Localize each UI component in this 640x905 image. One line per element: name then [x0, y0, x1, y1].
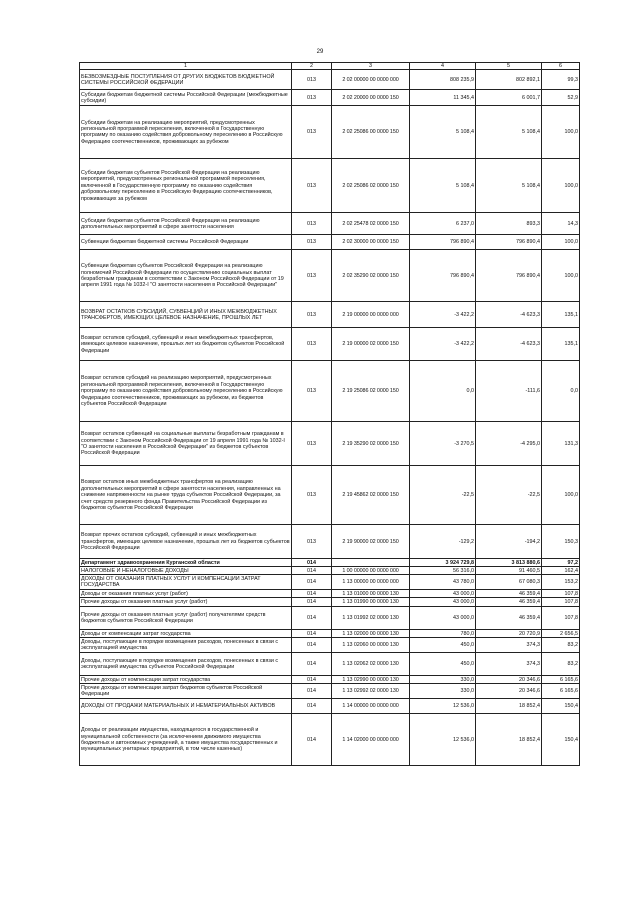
row-actual: 5 108,4: [476, 106, 542, 159]
row-description: Департамент здравоохранения Курганской области: [80, 559, 292, 567]
row-admin-code: 014: [292, 676, 332, 684]
row-actual: 374,3: [476, 653, 542, 676]
row-planned: 0,0: [410, 361, 476, 422]
table-row: [80, 106, 580, 159]
row-budget-code: 1 13 01992 02 0000 130: [332, 607, 410, 630]
row-planned: 3 924 729,8: [410, 559, 476, 567]
table-row: [80, 575, 580, 590]
table-row: [80, 90, 580, 106]
row-description: Возврат остатков субсидий на реализацию мероприятий, предусмотренных региональной программой переселения, включенной в Государственную программу по оказанию содействия добровольному переселению в Российскую Федерацию соотечественников, проживающих за рубежом, из бюджетов субъектов Российской Федерации: [80, 361, 292, 422]
row-budget-code: 1 14 02000 00 0000 000: [332, 714, 410, 766]
row-percent: 2 656,5: [542, 630, 580, 638]
row-actual: -194,2: [476, 525, 542, 559]
row-planned: 12 536,0: [410, 699, 476, 714]
row-description: Доходы от оказания платных услуг (работ): [80, 590, 292, 598]
row-percent: 97,2: [542, 559, 580, 567]
row-budget-code: 2 02 35290 02 0000 150: [332, 250, 410, 302]
row-description: Субсидии бюджетам бюджетной системы Российской Федерации (межбюджетные субсидии): [80, 90, 292, 106]
row-planned: 808 235,9: [410, 70, 476, 90]
column-header: 6: [542, 63, 580, 70]
revenue-table: [79, 62, 580, 766]
row-planned: 56 316,0: [410, 567, 476, 575]
table-row: [80, 653, 580, 676]
row-actual: 3 813 880,6: [476, 559, 542, 567]
row-planned: 5 108,4: [410, 159, 476, 213]
row-admin-code: 014: [292, 653, 332, 676]
row-planned: 450,0: [410, 653, 476, 676]
row-description: Прочие доходы от оказания платных услуг (работ): [80, 598, 292, 607]
row-actual: 18 852,4: [476, 699, 542, 714]
row-budget-code: 2 19 00000 00 0000 000: [332, 302, 410, 328]
row-planned: -129,2: [410, 525, 476, 559]
row-budget-code: 2 19 00000 02 0000 150: [332, 328, 410, 361]
row-admin-code: 013: [292, 250, 332, 302]
table-row: [80, 714, 580, 766]
column-header: 2: [292, 63, 332, 70]
row-planned: 796 890,4: [410, 250, 476, 302]
row-percent: 100,0: [542, 159, 580, 213]
table-row: [80, 302, 580, 328]
row-percent: 6 165,6: [542, 676, 580, 684]
row-description: Субсидии бюджетам субъектов Российской Федерации на реализацию мероприятий, предусмотренных региональной программой переселения, включенной в Государственную программу по оказанию содействия добровольному переселению в Российскую Федерацию соотечественников, проживающих за рубежом: [80, 159, 292, 213]
row-actual: 796 890,4: [476, 235, 542, 250]
row-admin-code: 013: [292, 70, 332, 90]
row-actual: 46 359,4: [476, 607, 542, 630]
row-admin-code: 014: [292, 575, 332, 590]
row-budget-code: 2 19 35290 02 0000 150: [332, 422, 410, 466]
row-budget-code: 1 13 02990 00 0000 130: [332, 676, 410, 684]
row-description: Субвенции бюджетам бюджетной системы Российской Федерации: [80, 235, 292, 250]
table-row: [80, 525, 580, 559]
row-actual: 893,3: [476, 213, 542, 235]
row-admin-code: 014: [292, 714, 332, 766]
table-row: [80, 422, 580, 466]
row-budget-code: 2 19 90000 02 0000 150: [332, 525, 410, 559]
row-admin-code: 014: [292, 559, 332, 567]
table-row: [80, 328, 580, 361]
row-budget-code: 1 00 00000 00 0000 000: [332, 567, 410, 575]
column-header: 5: [476, 63, 542, 70]
row-admin-code: 014: [292, 699, 332, 714]
table-row: [80, 684, 580, 699]
column-header: 1: [80, 63, 292, 70]
table-row: [80, 676, 580, 684]
row-description: ДОХОДЫ ОТ ПРОДАЖИ МАТЕРИАЛЬНЫХ И НЕМАТЕРИАЛЬНЫХ АКТИВОВ: [80, 699, 292, 714]
row-actual: 796 890,4: [476, 250, 542, 302]
row-admin-code: 014: [292, 607, 332, 630]
row-admin-code: 013: [292, 525, 332, 559]
row-description: Доходы от реализации имущества, находящегося в государственной и муниципальной собственности (за исключением движимого имущества бюджетных и автономных учреждений, а также имущества государственных и муниципальных унитарных предприятий, в том числе казенных): [80, 714, 292, 766]
row-percent: 150,3: [542, 525, 580, 559]
table-row: [80, 630, 580, 638]
row-percent: 0,0: [542, 361, 580, 422]
row-budget-code: 2 19 45862 02 0000 150: [332, 466, 410, 525]
row-actual: -4 623,3: [476, 302, 542, 328]
row-actual: -22,5: [476, 466, 542, 525]
row-actual: 20 346,6: [476, 684, 542, 699]
row-percent: 107,8: [542, 590, 580, 598]
row-percent: 100,0: [542, 106, 580, 159]
row-budget-code: 2 02 25478 02 0000 150: [332, 213, 410, 235]
row-budget-code: 1 13 02060 00 0000 130: [332, 638, 410, 653]
row-description: Доходы, поступающие в порядке возмещения расходов, понесенных в связи с эксплуатацией имущества: [80, 638, 292, 653]
row-budget-code: 2 02 00000 00 0000 000: [332, 70, 410, 90]
row-description: Доходы от компенсации затрат государства: [80, 630, 292, 638]
row-percent: 14,3: [542, 213, 580, 235]
row-actual: 374,3: [476, 638, 542, 653]
table-row: [80, 559, 580, 567]
row-actual: -4 623,3: [476, 328, 542, 361]
row-description: Субвенции бюджетам субъектов Российской Федерации на реализацию полномочий Российской Федерации по осуществлению социальных выплат безработным гражданам в соответствии с Законом Российской Федерации от 19 апреля 1991 года № 1032-I "О занятости населения в Российской Федерации": [80, 250, 292, 302]
row-admin-code: 013: [292, 422, 332, 466]
row-admin-code: 014: [292, 684, 332, 699]
row-actual: 91 460,5: [476, 567, 542, 575]
row-description: Доходы, поступающие в порядке возмещения расходов, понесенных в связи с эксплуатацией имущества субъектов Российской Федерации: [80, 653, 292, 676]
row-percent: 150,4: [542, 699, 580, 714]
row-actual: 18 852,4: [476, 714, 542, 766]
row-admin-code: 013: [292, 90, 332, 106]
row-description: Субсидии бюджетам субъектов Российской Федерации на реализацию дополнительных мероприятий в сфере занятости населения: [80, 213, 292, 235]
row-planned: 12 536,0: [410, 714, 476, 766]
table-row: [80, 213, 580, 235]
row-description: Возврат остатков субвенций на социальные выплаты безработным гражданам в соответствии с Законом Российской Федерации от 19 апреля 1991 года № 1032-I "О занятости населения в Российской Федерации" из бюджетов субъектов Российской Федерации: [80, 422, 292, 466]
row-percent: 131,3: [542, 422, 580, 466]
row-actual: 802 892,1: [476, 70, 542, 90]
row-planned: -3 422,2: [410, 302, 476, 328]
row-percent: 150,4: [542, 714, 580, 766]
row-actual: 6 001,7: [476, 90, 542, 106]
row-budget-code: 2 02 25086 02 0000 150: [332, 159, 410, 213]
row-admin-code: 014: [292, 567, 332, 575]
table-row: [80, 567, 580, 575]
row-budget-code: 1 13 02062 02 0000 130: [332, 653, 410, 676]
table-row: [80, 607, 580, 630]
row-description: Прочие доходы от компенсации затрат государства: [80, 676, 292, 684]
table-row: [80, 235, 580, 250]
row-budget-code: 1 13 01990 00 0000 130: [332, 598, 410, 607]
row-budget-code: 1 13 02000 00 0000 130: [332, 630, 410, 638]
table-row: [80, 361, 580, 422]
row-planned: -22,5: [410, 466, 476, 525]
row-percent: 6 165,6: [542, 684, 580, 699]
row-admin-code: 014: [292, 638, 332, 653]
table-row: [80, 70, 580, 90]
row-description: Субсидии бюджетам на реализацию мероприятий, предусмотренных региональной программой переселения, включенной в Государственную программу по оказанию содействия добровольному переселению в Российскую Федерацию соотечественников, проживающих за рубежом: [80, 106, 292, 159]
row-percent: 107,8: [542, 598, 580, 607]
table-row: [80, 638, 580, 653]
row-percent: 83,2: [542, 653, 580, 676]
row-percent: 135,1: [542, 302, 580, 328]
header-row: [80, 63, 580, 70]
row-description: Прочие доходы от оказания платных услуг (работ) получателями средств бюджетов субъектов Российской Федерации: [80, 607, 292, 630]
row-percent: 153,2: [542, 575, 580, 590]
row-description: ВОЗВРАТ ОСТАТКОВ СУБСИДИЙ, СУБВЕНЦИЙ И ИНЫХ МЕЖБЮДЖЕТНЫХ ТРАНСФЕРТОВ, ИМЕЮЩИХ ЦЕЛЕВОЕ НАЗНАЧЕНИЕ, ПРОШЛЫХ ЛЕТ: [80, 302, 292, 328]
row-actual: 46 359,4: [476, 598, 542, 607]
row-budget-code: [332, 559, 410, 567]
row-planned: 330,0: [410, 684, 476, 699]
row-actual: -4 295,0: [476, 422, 542, 466]
row-description: Возврат прочих остатков субсидий, субвенций и иных межбюджетных трансфертов, имеющих целевое назначение, прошлых лет из бюджетов субъектов Российской Федерации: [80, 525, 292, 559]
row-percent: 99,3: [542, 70, 580, 90]
row-percent: 100,0: [542, 235, 580, 250]
row-budget-code: 2 02 20000 00 0000 150: [332, 90, 410, 106]
row-planned: 450,0: [410, 638, 476, 653]
row-budget-code: 2 02 25086 00 0000 150: [332, 106, 410, 159]
page-number: 29: [316, 49, 324, 55]
row-budget-code: 2 02 30000 00 0000 150: [332, 235, 410, 250]
row-percent: 162,4: [542, 567, 580, 575]
row-actual: 20 720,9: [476, 630, 542, 638]
row-planned: 5 108,4: [410, 106, 476, 159]
row-admin-code: 013: [292, 466, 332, 525]
row-description: Прочие доходы от компенсации затрат бюджетов субъектов Российской Федерации: [80, 684, 292, 699]
row-planned: 780,0: [410, 630, 476, 638]
row-actual: 5 108,4: [476, 159, 542, 213]
table-row: [80, 598, 580, 607]
row-percent: 52,9: [542, 90, 580, 106]
row-description: Возврат остатков субсидий, субвенций и иных межбюджетных трансфертов, имеющих целевое назначение, прошлых лет из бюджетов субъектов Российской Федерации: [80, 328, 292, 361]
table-row: [80, 590, 580, 598]
table-row: [80, 159, 580, 213]
row-description: Возврат остатков иных межбюджетных трансфертов на реализацию дополнительных мероприятий в сфере занятости населения, направленных на снижение напряженности на рынке труда субъектов Российской Федерации, за счет средств резервного фонда Правительства Российской Федерации из бюджетов субъектов Российской Федерации: [80, 466, 292, 525]
row-planned: 11 345,4: [410, 90, 476, 106]
row-admin-code: 014: [292, 630, 332, 638]
row-budget-code: 1 13 00000 00 0000 000: [332, 575, 410, 590]
column-header: 4: [410, 63, 476, 70]
row-planned: 330,0: [410, 676, 476, 684]
row-admin-code: 013: [292, 106, 332, 159]
row-description: БЕЗВОЗМЕЗДНЫЕ ПОСТУПЛЕНИЯ ОТ ДРУГИХ БЮДЖЕТОВ БЮДЖЕТНОЙ СИСТЕМЫ РОССИЙСКОЙ ФЕДЕРАЦИИ: [80, 70, 292, 90]
row-percent: 107,8: [542, 607, 580, 630]
row-admin-code: 014: [292, 590, 332, 598]
row-admin-code: 014: [292, 598, 332, 607]
row-admin-code: 013: [292, 213, 332, 235]
row-actual: 67 080,3: [476, 575, 542, 590]
row-description: ДОХОДЫ ОТ ОКАЗАНИЯ ПЛАТНЫХ УСЛУГ И КОМПЕНСАЦИИ ЗАТРАТ ГОСУДАРСТВА: [80, 575, 292, 590]
row-budget-code: 1 14 00000 00 0000 000: [332, 699, 410, 714]
row-admin-code: 013: [292, 235, 332, 250]
row-actual: 46 359,4: [476, 590, 542, 598]
row-description: НАЛОГОВЫЕ И НЕНАЛОГОВЫЕ ДОХОДЫ: [80, 567, 292, 575]
table-row: [80, 466, 580, 525]
row-planned: -3 422,2: [410, 328, 476, 361]
row-planned: 43 000,0: [410, 607, 476, 630]
row-planned: 6 237,0: [410, 213, 476, 235]
row-percent: 135,1: [542, 328, 580, 361]
row-admin-code: 013: [292, 328, 332, 361]
row-percent: 100,0: [542, 466, 580, 525]
row-budget-code: 1 13 01000 00 0000 130: [332, 590, 410, 598]
column-header: 3: [332, 63, 410, 70]
row-percent: 100,0: [542, 250, 580, 302]
row-percent: 83,2: [542, 638, 580, 653]
row-planned: 43 780,0: [410, 575, 476, 590]
row-planned: 43 000,0: [410, 590, 476, 598]
row-actual: 20 346,6: [476, 676, 542, 684]
table-row: [80, 250, 580, 302]
row-planned: -3 270,5: [410, 422, 476, 466]
row-budget-code: 2 19 25086 02 0000 150: [332, 361, 410, 422]
row-admin-code: 013: [292, 361, 332, 422]
row-budget-code: 1 13 02992 02 0000 130: [332, 684, 410, 699]
row-actual: -111,6: [476, 361, 542, 422]
row-admin-code: 013: [292, 159, 332, 213]
row-planned: 796 890,4: [410, 235, 476, 250]
row-admin-code: 013: [292, 302, 332, 328]
table-row: [80, 699, 580, 714]
row-planned: 43 000,0: [410, 598, 476, 607]
